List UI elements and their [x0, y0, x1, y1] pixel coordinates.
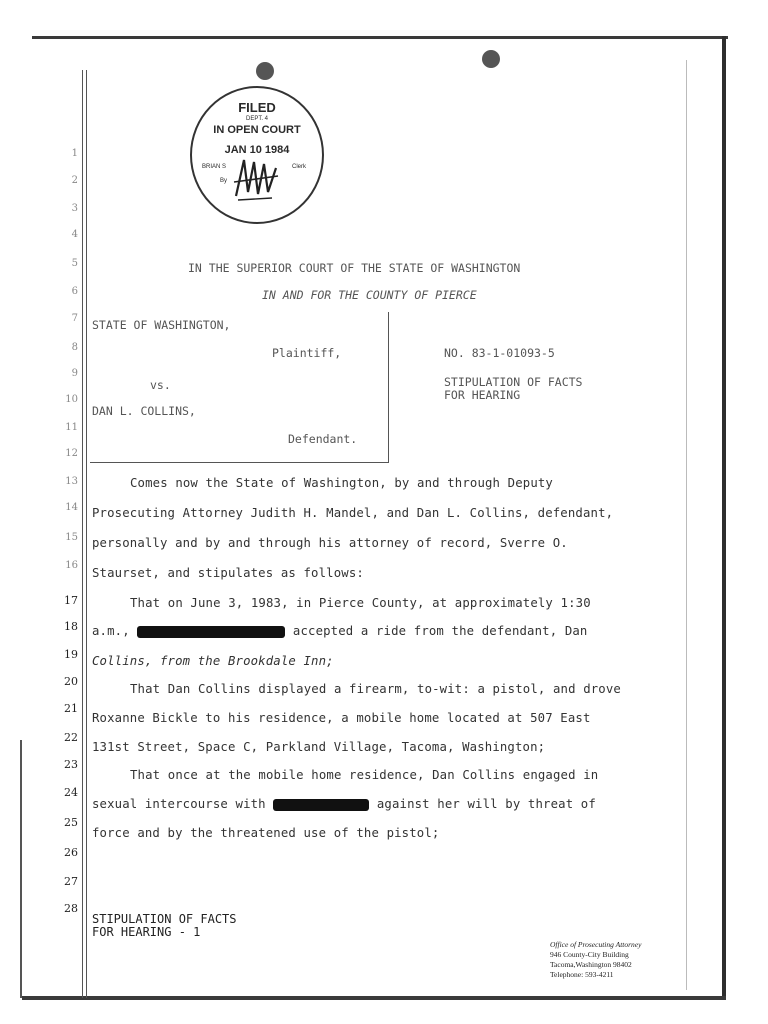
versus-label: vs.: [150, 378, 171, 392]
line-number: 21: [64, 702, 78, 715]
office-city: Tacoma,Washington 98402: [550, 960, 632, 969]
body-line: [92, 624, 588, 638]
body-text: sexual intercourse with: [92, 797, 266, 811]
body-line: 131st Street, Space C, Parkland Village, Tacoma, Washington;: [92, 740, 546, 754]
defendant-name: DAN L. COLLINS,: [92, 404, 196, 418]
line-number: 2: [71, 175, 78, 186]
left-margin-rule: [86, 70, 87, 998]
body-text: a.m.,: [92, 624, 130, 638]
body-text: accepted a ride from the defendant, Dan: [292, 624, 588, 638]
line-number: 8: [71, 342, 78, 353]
stamp-filed: FILED: [238, 100, 276, 115]
body-line: Comes now the State of Washington, by and through Deputy: [130, 476, 553, 490]
line-number: 17: [64, 594, 78, 607]
punch-hole: [256, 62, 274, 80]
body-line: Staurset, and stipulates as follows:: [92, 566, 364, 580]
left-margin-rule: [82, 70, 83, 998]
body-line: That on June 3, 1983, in Pierce County, at approximately 1:30: [130, 596, 591, 610]
stamp-by: By: [220, 178, 228, 184]
line-number: 14: [65, 502, 78, 513]
office-address: 946 County-City Building: [550, 950, 629, 959]
line-number: 5: [71, 258, 78, 269]
court-heading: IN THE SUPERIOR COURT OF THE STATE OF WASHINGTON: [188, 261, 521, 275]
clerk-signature: [232, 152, 282, 206]
line-number: 10: [65, 394, 78, 405]
line-number: 4: [71, 229, 78, 240]
right-margin-rule: [686, 60, 687, 990]
line-number: 25: [64, 816, 78, 829]
line-number: 24: [64, 786, 78, 799]
case-number: NO. 83-1-01093-5: [444, 346, 555, 360]
line-number: 1: [71, 148, 78, 159]
body-line: [92, 797, 596, 811]
line-number: 20: [64, 675, 78, 688]
line-number: 9: [71, 368, 78, 379]
document-title-line2: FOR HEARING: [444, 388, 521, 402]
redaction-bar: [137, 626, 285, 638]
line-number: 6: [71, 286, 78, 297]
line-number: 28: [64, 902, 78, 915]
plaintiff-role: Plaintiff,: [272, 346, 342, 360]
line-number: 13: [65, 476, 78, 487]
body-line: Roxanne Bickle to his residence, a mobile home located at 507 East: [92, 711, 591, 725]
line-number: 22: [64, 731, 78, 744]
line-number: 23: [64, 758, 78, 771]
stamp-in-open-court: IN OPEN COURT: [213, 124, 301, 136]
document-title-line1: STIPULATION OF FACTS: [444, 375, 583, 389]
page-border-left: [20, 740, 22, 998]
line-number: 26: [64, 846, 78, 859]
body-text: against her will by threat of: [376, 797, 596, 811]
stamp-date: JAN 10 1984: [224, 144, 290, 156]
page-border-top: [32, 36, 728, 39]
office-name: Office of Prosecuting Attorney: [550, 940, 642, 949]
county-heading: IN AND FOR THE COUNTY OF PIERCE: [262, 288, 477, 302]
line-number: 18: [64, 620, 78, 633]
stamp-clerk-title: Clerk: [291, 164, 306, 170]
stamp-dept: DEPT. 4: [245, 116, 268, 122]
stamp-clerk-name: BRIAN S: [202, 164, 227, 170]
punch-hole: [482, 50, 500, 68]
line-number: 11: [65, 422, 78, 433]
line-number: 27: [64, 875, 78, 888]
line-number: 19: [64, 648, 78, 661]
footer-title-line1: STIPULATION OF FACTS: [92, 912, 237, 926]
redaction-bar: [273, 799, 369, 811]
body-line: That once at the mobile home residence, Dan Collins engaged in: [130, 768, 599, 782]
body-line: Prosecuting Attorney Judith H. Mandel, and Dan L. Collins, defendant,: [92, 506, 614, 520]
body-line: Collins, from the Brookdale Inn;: [92, 654, 334, 668]
body-line: force and by the threatened use of the pistol;: [92, 826, 440, 840]
page-border-right: [722, 36, 726, 1000]
body-line: That Dan Collins displayed a firearm, to-wit: a pistol, and drove: [130, 682, 621, 696]
line-number: 7: [71, 313, 78, 324]
line-number: 3: [71, 203, 78, 214]
line-number: 16: [65, 560, 78, 571]
line-number: 15: [65, 532, 78, 543]
filed-stamp: [190, 86, 324, 224]
plaintiff-name: STATE OF WASHINGTON,: [92, 318, 231, 332]
defendant-role: Defendant.: [288, 432, 358, 446]
page-border-bottom: [22, 996, 726, 1000]
line-number: 12: [65, 448, 78, 459]
body-line: personally and by and through his attorney of record, Sverre O.: [92, 536, 568, 550]
footer-title-line2: FOR HEARING - 1: [92, 925, 201, 939]
office-phone: Telephone: 593-4211: [550, 970, 614, 979]
